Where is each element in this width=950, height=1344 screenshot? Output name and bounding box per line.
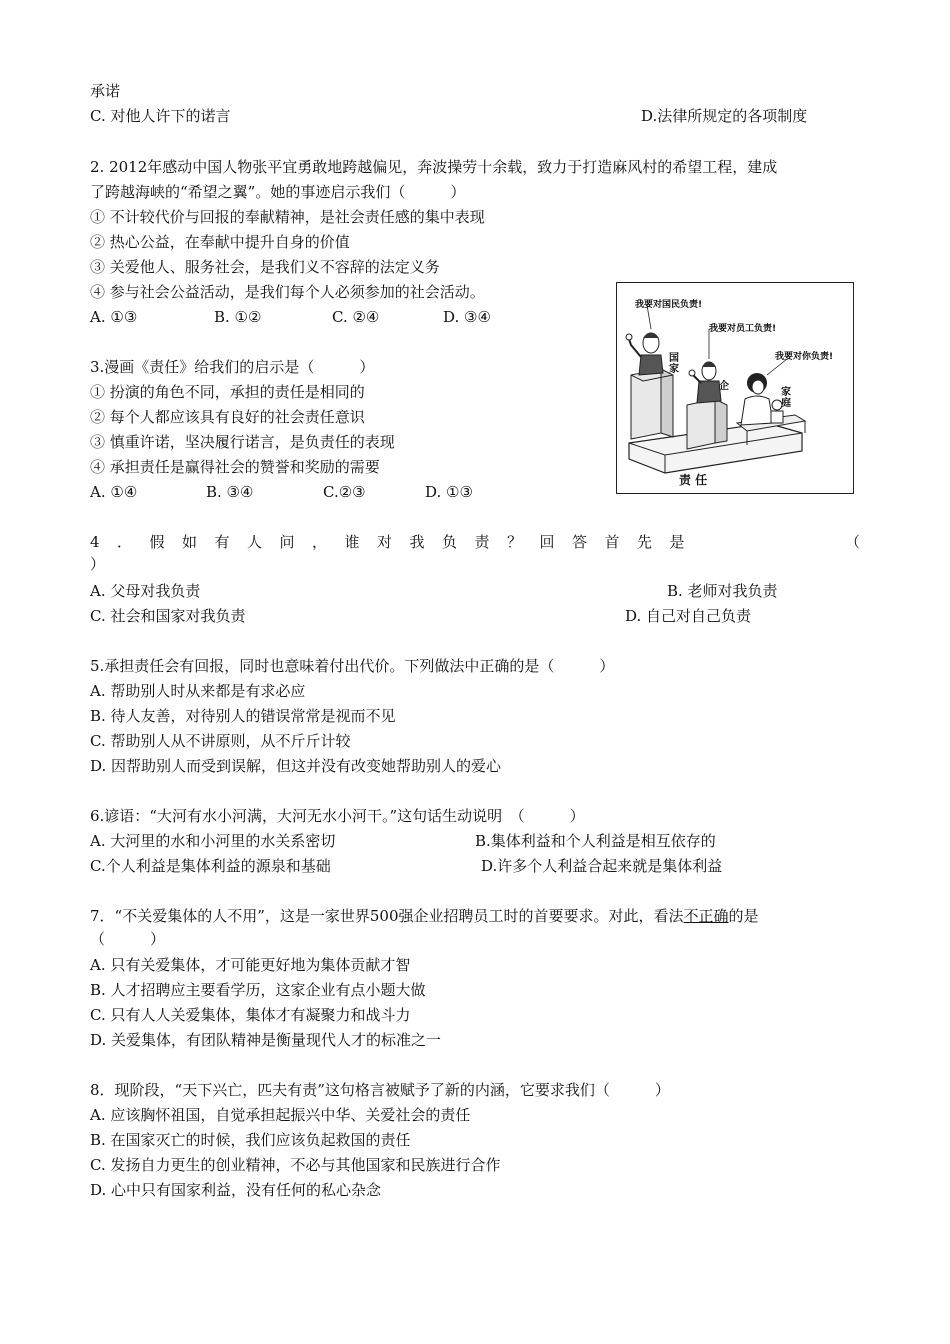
q3-stem: 3.漫画《责任》给我们的启示是（ ） [90, 358, 375, 376]
prev-option-c: C. 对他人许下的诺言 [90, 107, 231, 125]
q5-option-a: A. 帮助别人时从来都是有求必应 [90, 682, 306, 700]
q7-option-d: D. 关爱集体，有团队精神是衡量现代人才的标准之一 [90, 1031, 442, 1049]
q6-option-a: A. 大河里的水和小河里的水关系密切 [90, 832, 336, 850]
q7-option-a: A. 只有关爱集体，才可能更好地为集体贡献才智 [90, 956, 411, 974]
q3-item-1: ① 扮演的角色不同，承担的责任是相同的 [90, 383, 365, 401]
q5-option-c: C. 帮助别人从不讲原则，从不斤斤计较 [90, 732, 351, 750]
q7-option-c: C. 只有人人关爱集体，集体才有凝聚力和战斗力 [90, 1006, 411, 1024]
q4-paren-open: （ [845, 533, 861, 551]
q4-paren-close: ） [90, 555, 106, 573]
q2-item-3: ③ 关爱他人、服务社会，是我们义不容辞的法定义务 [90, 258, 440, 276]
prev-option-d: D.法律所规定的各项制度 [641, 107, 808, 125]
q7-stem-line1 [90, 906, 759, 926]
q6-option-d: D.许多个人利益合起来就是集体利益 [481, 857, 723, 875]
q8-option-c: C. 发扬自力更生的创业精神，不必与其他国家和民族进行合作 [90, 1156, 501, 1174]
q7-stem-text: 7．“不关爱集体的人不用”，这是一家世界500强企业招聘员工时的首要要求。对此，看法 [90, 907, 684, 925]
q8-option-a: A. 应该胸怀祖国，自觉承担起振兴中华、关爱社会的责任 [90, 1106, 471, 1124]
cartoon-tag-company: 企 [719, 381, 729, 392]
cartoon-tag-country: 国家 [669, 353, 679, 375]
responsibility-cartoon [616, 282, 854, 494]
q2-item-1: ① 不计较代价与回报的奉献精神，是社会责任感的集中表现 [90, 208, 485, 226]
cartoon-drawing [617, 283, 853, 493]
q4-option-d: D. 自己对自己负责 [625, 607, 752, 625]
q3-option-a: A. ①④ [90, 483, 138, 501]
q4-stem: 4．假如有人问，谁对我负责？回答首先是 [90, 533, 703, 551]
q7-stem-end: 的是 [728, 907, 759, 925]
cartoon-bubble-country: 我要对国民负责! [635, 300, 703, 310]
q8-stem: 8．现阶段，“天下兴亡，匹夫有责”这句格言被赋予了新的内涵，它要求我们（ ） [90, 1081, 670, 1099]
q2-stem-line2: 了跨越海峡的“希望之翼”。她的事迹启示我们（ ） [90, 183, 466, 201]
cartoon-bubble-company: 我要对员工负责! [709, 324, 777, 334]
q2-option-d: D. ③④ [443, 308, 491, 326]
cartoon-bubble-family: 我要对你负责! [775, 352, 834, 362]
cartoon-caption: 责 任 [679, 473, 708, 487]
q7-stem-underlined: 不正确 [683, 907, 729, 925]
q5-option-b: B. 待人友善，对待别人的错误常常是视而不见 [90, 707, 396, 725]
q7-option-b: B. 人才招聘应主要看学历，这家企业有点小题大做 [90, 981, 426, 999]
q6-option-b: B.集体利益和个人利益是相互依存的 [475, 832, 716, 850]
q4-option-c: C. 社会和国家对我负责 [90, 607, 246, 625]
q4-option-b: B. 老师对我负责 [667, 582, 778, 600]
q2-option-b: B. ①② [214, 308, 262, 326]
q3-option-b: B. ③④ [206, 483, 254, 501]
q6-stem: 6.谚语：“大河有水小河满，大河无水小河干。”这句话生动说明 （ ） [90, 807, 585, 825]
q2-option-c: C. ②④ [332, 308, 380, 326]
q3-item-3: ③ 慎重许诺，坚决履行诺言，是负责任的表现 [90, 433, 395, 451]
q2-item-4: ④ 参与社会公益活动，是我们每个人必须参加的社会活动。 [90, 283, 485, 301]
q5-stem: 5.承担责任会有回报，同时也意味着付出代价。下列做法中正确的是（ ） [90, 657, 615, 675]
q3-option-d: D. ①③ [425, 483, 473, 501]
q2-item-2: ② 热心公益，在奉献中提升自身的价值 [90, 233, 350, 251]
q3-option-c: C.②③ [323, 483, 366, 501]
q8-option-b: B. 在国家灭亡的时候，我们应该负起救国的责任 [90, 1131, 411, 1149]
q3-item-4: ④ 承担责任是赢得社会的赞誉和奖励的需要 [90, 458, 380, 476]
q4-option-a: A. 父母对我负责 [90, 582, 201, 600]
q8-option-d: D. 心中只有国家利益，没有任何的私心杂念 [90, 1181, 382, 1199]
prev-question-tail: 承诺 [90, 82, 121, 100]
q3-item-2: ② 每个人都应该具有良好的社会责任意识 [90, 408, 365, 426]
q7-stem-line2: （ ） [90, 930, 166, 948]
q2-option-a: A. ①③ [90, 308, 138, 326]
cartoon-tag-family: 家庭 [781, 387, 791, 409]
q6-option-c: C.个人利益是集体利益的源泉和基础 [90, 857, 331, 875]
q5-option-d: D. 因帮助别人而受到误解，但这并没有改变她帮助别人的爱心 [90, 757, 502, 775]
q2-stem-line1: 2. 2012年感动中国人物张平宜勇敢地跨越偏见，奔波操劳十余载，致力于打造麻风村的希望工程，建成 [90, 158, 778, 176]
